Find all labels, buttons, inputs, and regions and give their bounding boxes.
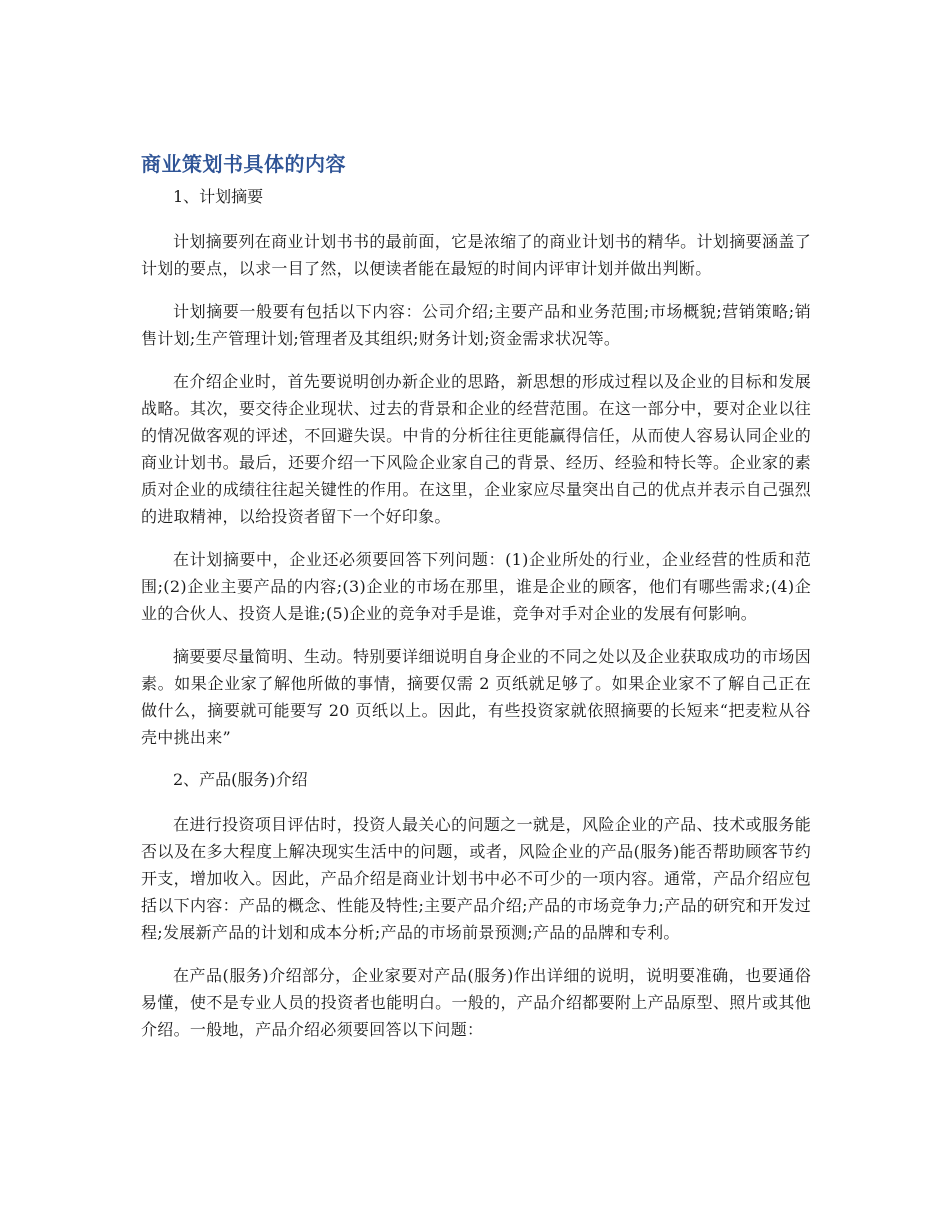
paragraph: 计划摘要一般要有包括以下内容：公司介绍;主要产品和业务范围;市场概貌;营销策略;销售计划;生产管理计划;管理者及其组织;财务计划;资金需求状况等。 (141, 302, 811, 348)
paragraph: 在产品(服务)介绍部分，企业家要对产品(服务)作出详细的说明，说明要准确，也要通俗易懂，使不是专业人员的投资者也能明白。一般的，产品介绍都要附上产品原型、照片或其他介绍。一般地，产品介绍必须要回答以下问题： (141, 966, 811, 1039)
paragraph: 在介绍企业时，首先要说明创办新企业的思路，新思想的形成过程以及企业的目标和发展战略。其次，要交待企业现状、过去的背景和企业的经营范围。在这一部分中，要对企业以往的情况做客观的评述，不回避失误。中肯的分析往往更能赢得信任，从而使人容易认同企业的商业计划书。最后，还要介绍一下风险企业家自己的背景、经历、经验和特长等。企业家的素质对企业的成绩往往起关键性的作用。在这里，企业家应尽量突出自己的优点并表示自己强烈的进取精神，以给投资者留下一个好印象。 (141, 372, 811, 526)
paragraph: 摘要要尽量简明、生动。特别要详细说明自身企业的不同之处以及企业获取成功的市场因素。如果企业家了解他所做的事情，摘要仅需 2 页纸就足够了。如果企业家不了解自己正在做什么，摘要就可能要写 20 页纸以上。因此，有些投资家就依照摘要的长短来“把麦粒从谷壳中挑出来” (141, 647, 811, 747)
paragraph: 在进行投资项目评估时，投资人最关心的问题之一就是，风险企业的产品、技术或服务能否以及在多大程度上解决现实生活中的问题，或者，风险企业的产品(服务)能否帮助顾客节约开支，增加收入。因此，产品介绍是商业计划书中必不可少的一项内容。通常，产品介绍应包括以下内容：产品的概念、性能及特性;主要产品介绍;产品的市场竞争力;产品的研究和开发过程;发展新产品的计划和成本分析;产品的市场前景预测;产品的品牌和专利。 (141, 815, 811, 942)
paragraph: 在计划摘要中，企业还必须要回答下列问题：(1)企业所处的行业，企业经营的性质和范围;(2)企业主要产品的内容;(3)企业的市场在那里，谁是企业的顾客，他们有哪些需求;(4)企业的合伙人、投资人是谁;(5)企业的竞争对手是谁，竞争对手对企业的发展有何影响。 (141, 550, 811, 623)
document-title: 商业策划书具体的内容 (141, 152, 346, 176)
paragraph: 计划摘要列在商业计划书书的最前面，它是浓缩了的商业计划书的精华。计划摘要涵盖了计划的要点，以求一目了然，以便读者能在最短的时间内评审计划并做出判断。 (141, 232, 811, 278)
section-heading-plan-summary: 1、计划摘要 (173, 187, 264, 206)
section-heading-product-intro: 2、产品(服务)介绍 (173, 770, 308, 789)
document-page (141, 148, 811, 1059)
